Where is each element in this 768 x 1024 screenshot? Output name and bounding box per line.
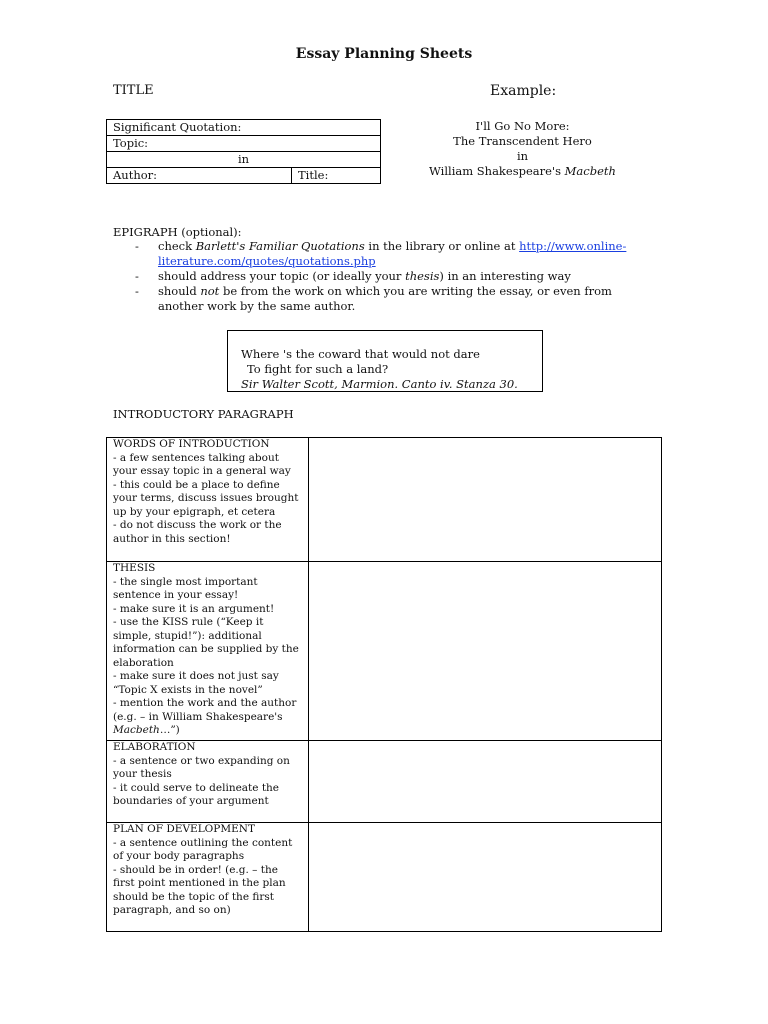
elaboration-input[interactable] [309, 741, 662, 823]
list-dash: - [135, 284, 139, 298]
list-item: - check Barlett's Familiar Quotations in the library or online at http://www.online-literature.com/quotes/quotations.php [135, 239, 627, 268]
epigraph-quote-box [227, 330, 543, 392]
quotations-link[interactable]: http://www.online-literature.com/quotes/quotations.php [158, 239, 627, 268]
introductory-paragraph-heading: INTRODUCTORY PARAGRAPH [113, 407, 294, 421]
plan-of-development-input[interactable] [309, 823, 662, 932]
example-line-1: I'll Go No More: [475, 119, 570, 133]
list-item: - should address your topic (or ideally your thesis) in an interesting way [135, 269, 571, 283]
thesis-cell: THESIS - the single most important sentence in your essay! - make sure it is an argument! - use the KISS rule (“Keep it simple, stupid!”): additional information can be supplied by the elaboration - make sure it does not just say “Topic X exists in the novel” - mention the work and the author (e.g. – in William Shakespeare's Macbeth…”) [107, 562, 309, 741]
list-item: - should not be from the work on which you are writing the essay, or even from another work by the same author. [135, 284, 612, 313]
quotation-info-table [106, 119, 381, 184]
list-dash: - [135, 239, 139, 253]
example-line-3: in [516, 149, 529, 163]
elaboration-cell: ELABORATION - a sentence or two expanding on your thesis - it could serve to delineate the boundaries of your argument [107, 741, 309, 823]
thesis-input[interactable] [309, 562, 662, 741]
example-line-4: William Shakespeare's Macbeth [429, 164, 616, 178]
intro-planning-table [106, 437, 662, 932]
list-dash: - [135, 269, 139, 283]
words-of-introduction-cell: WORDS OF INTRODUCTION - a few sentences talking about your essay topic in a general way - this could be a place to define your terms, discuss issues brought up by your epigraph, et cetera - do not discuss the work or the author in this section! [107, 438, 309, 562]
significant-quotation-field[interactable]: Significant Quotation: [107, 120, 381, 136]
page-title: Essay Planning Sheets [295, 46, 473, 62]
example-work-title: Macbeth [564, 164, 616, 178]
example-label: Example: [490, 83, 557, 99]
example-title-block [420, 119, 625, 179]
epigraph-heading: EPIGRAPH (optional): [113, 225, 242, 239]
quote-line-1: Where 's the coward that would not dare [241, 347, 480, 361]
plan-of-development-cell: PLAN OF DEVELOPMENT - a sentence outlining the content of your body paragraphs - should be in order! (e.g. – the first point mentioned in the plan should be the topic of the first paragraph, and so on) [107, 823, 309, 932]
example-line-2: The Transcendent Hero [453, 134, 592, 148]
words-of-introduction-input[interactable] [309, 438, 662, 562]
topic-field[interactable]: Topic: [107, 136, 381, 152]
epigraph-list [113, 239, 658, 314]
title-field[interactable]: Title: [292, 168, 381, 184]
title-label: TITLE [113, 83, 154, 98]
quote-attribution: Sir Walter Scott, Marmion. Canto iv. Stanza 30. [241, 377, 518, 391]
author-field[interactable]: Author: [107, 168, 292, 184]
quote-line-2: To fight for such a land? [247, 362, 389, 376]
in-label: in [107, 152, 381, 168]
